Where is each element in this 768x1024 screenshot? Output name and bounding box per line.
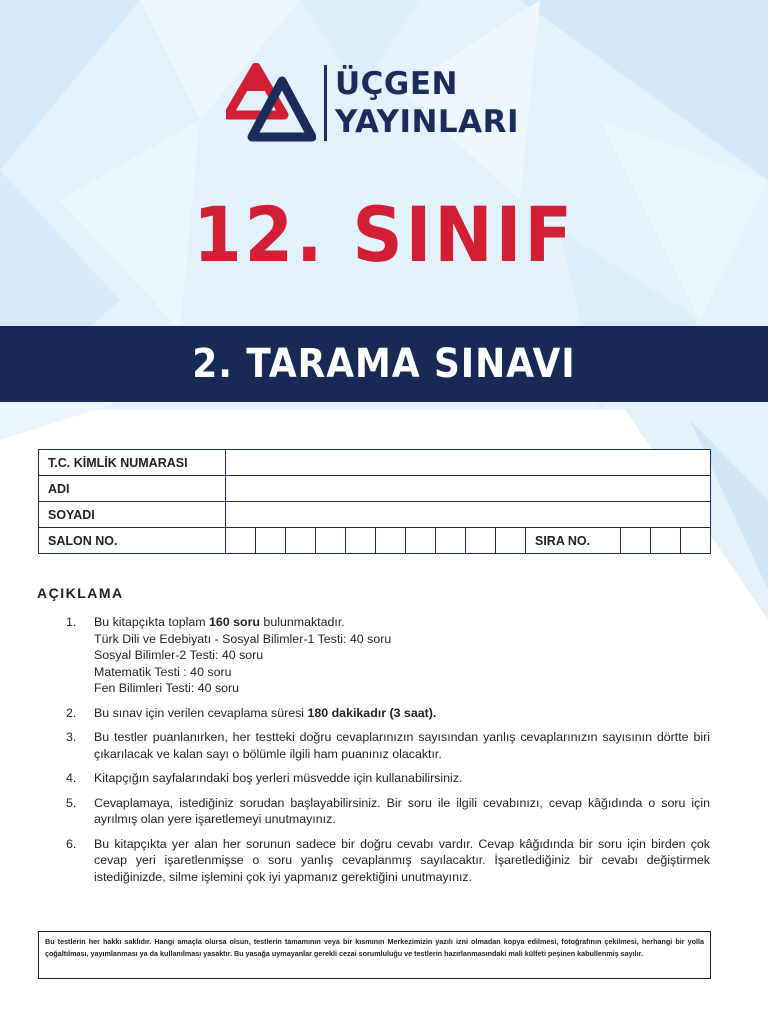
salon-sira-row	[39, 528, 711, 554]
test-breakdown-line: Türk Dili ve Edebiyatı - Sosyal Bilimler-1 Testi: 40 soru	[94, 631, 392, 646]
salon-digit-box[interactable]	[436, 528, 466, 554]
tc-row	[39, 450, 711, 476]
salon-label: SALON NO.	[39, 528, 226, 554]
grade-title: 12. SINIF	[193, 190, 575, 279]
instruction-number: 3.	[66, 730, 77, 744]
instruction-text: Bu testler puanlanırken, her testteki doğru cevaplarınızın sayısından yanlış cevaplarınızın sayısının dörtte biri çıkarılacak ve kalan sayı o bölümle ilgili ham puanınız olacaktır.	[94, 730, 710, 761]
salon-digit-box[interactable]	[286, 528, 316, 554]
exam-title: 2. TARAMA SINAVI	[192, 341, 576, 387]
exam-title-banner	[0, 326, 768, 402]
publisher-name-line2: YAYINLARI	[335, 103, 520, 140]
instruction-text: Cevaplamaya, istediğiniz sorudan başlayabilirsiniz. Bir soru ile ilgili cevabınızı, cevap kâğıdında o soru için ayrılmış olan yere işaretlemeyi unutmayınız.	[94, 795, 710, 826]
instruction-item	[66, 729, 710, 762]
instruction-number: 1.	[66, 615, 77, 629]
tc-field[interactable]	[226, 450, 711, 476]
test-breakdown-line: Fen Bilimleri Testi: 40 soru	[94, 681, 240, 695]
instructions-list	[66, 614, 710, 893]
instruction-number: 5.	[66, 795, 77, 810]
salon-digit-box[interactable]	[346, 528, 376, 554]
surname-label: SOYADI	[39, 502, 226, 528]
sira-digit-box[interactable]	[681, 528, 711, 554]
salon-digit-box[interactable]	[466, 528, 496, 554]
tc-label: T.C. KİMLİK NUMARASI	[39, 450, 226, 476]
instruction-item	[66, 705, 710, 722]
instruction-item	[66, 795, 710, 828]
instruction-item	[66, 614, 710, 697]
test-breakdown-line: Sosyal Bilimler-2 Testi: 40 soru	[94, 648, 264, 662]
sira-digit-box[interactable]	[651, 528, 681, 554]
name-label: ADI	[39, 476, 226, 502]
instruction-number: 2.	[66, 705, 77, 720]
salon-digit-box[interactable]	[376, 528, 406, 554]
surname-row	[39, 502, 711, 528]
salon-digit-box[interactable]	[226, 528, 256, 554]
instructions-title: AÇIKLAMA	[37, 585, 124, 601]
name-row	[39, 476, 711, 502]
instruction-text: Kitapçığın sayfalarındaki boş yerleri müsvedde için kullanabilirsiniz.	[94, 771, 463, 785]
student-id-form	[38, 449, 711, 554]
instruction-text: Bu sınav için verilen cevaplama süresi	[94, 705, 308, 720]
instruction-text: Bu kitapçıkta toplam	[94, 615, 210, 629]
salon-digit-box[interactable]	[256, 528, 286, 554]
sira-label: SIRA NO.	[526, 528, 621, 554]
test-breakdown-line: Matematik Testi : 40 soru	[94, 664, 232, 679]
instruction-item	[66, 836, 710, 886]
name-field[interactable]	[226, 476, 711, 502]
instruction-emphasis: 180 dakikadır (3 saat).	[307, 705, 437, 720]
salon-digit-box[interactable]	[496, 528, 526, 554]
instruction-text: Bu kitapçıkta yer alan her sorunun sadece bir doğru cevabı vardır. Cevap kâğıdında bir soru için birden çok cevap yeri işaretlenmişse o soru yanlış cevaplanmış sayılacaktır. İşaretlediğiniz bir cevabı değiştirmek istediğinizde, silme işlemini çok iyi yapmanız gerektiğini unutmayınız.	[94, 836, 710, 884]
salon-digit-box[interactable]	[316, 528, 346, 554]
sira-digit-box[interactable]	[621, 528, 651, 554]
surname-field[interactable]	[226, 502, 711, 528]
publisher-name-line1: ÜÇGEN	[335, 65, 458, 102]
instruction-text: bulunmaktadır.	[259, 615, 345, 629]
publisher-logo	[226, 62, 519, 144]
triangle-logo-icon	[226, 63, 316, 143]
copyright-notice: Bu testlerin her hakkı saklıdır. Hangi amaçla olursa olsun, testlerin tamamının veya bir kısmının Merkezimizin yazılı izni olmadan kopya edilmesi, fotoğrafının çekilmesi, herhangi bir yolla çoğaltılması, yayımlanması ya da kullanılması yasaktır. Bu yasağa uymayanlar gerekli cezai sorumluluğu ve testlerin hazırlanmasındaki mali külfeti peşinen kabullenmiş sayılır.	[38, 931, 711, 979]
logo-divider	[324, 65, 327, 141]
instruction-emphasis: 160 soru	[209, 615, 260, 629]
instruction-number: 6.	[66, 836, 77, 851]
instruction-item	[66, 770, 710, 787]
instruction-number: 4.	[66, 771, 77, 785]
salon-digit-box[interactable]	[406, 528, 436, 554]
